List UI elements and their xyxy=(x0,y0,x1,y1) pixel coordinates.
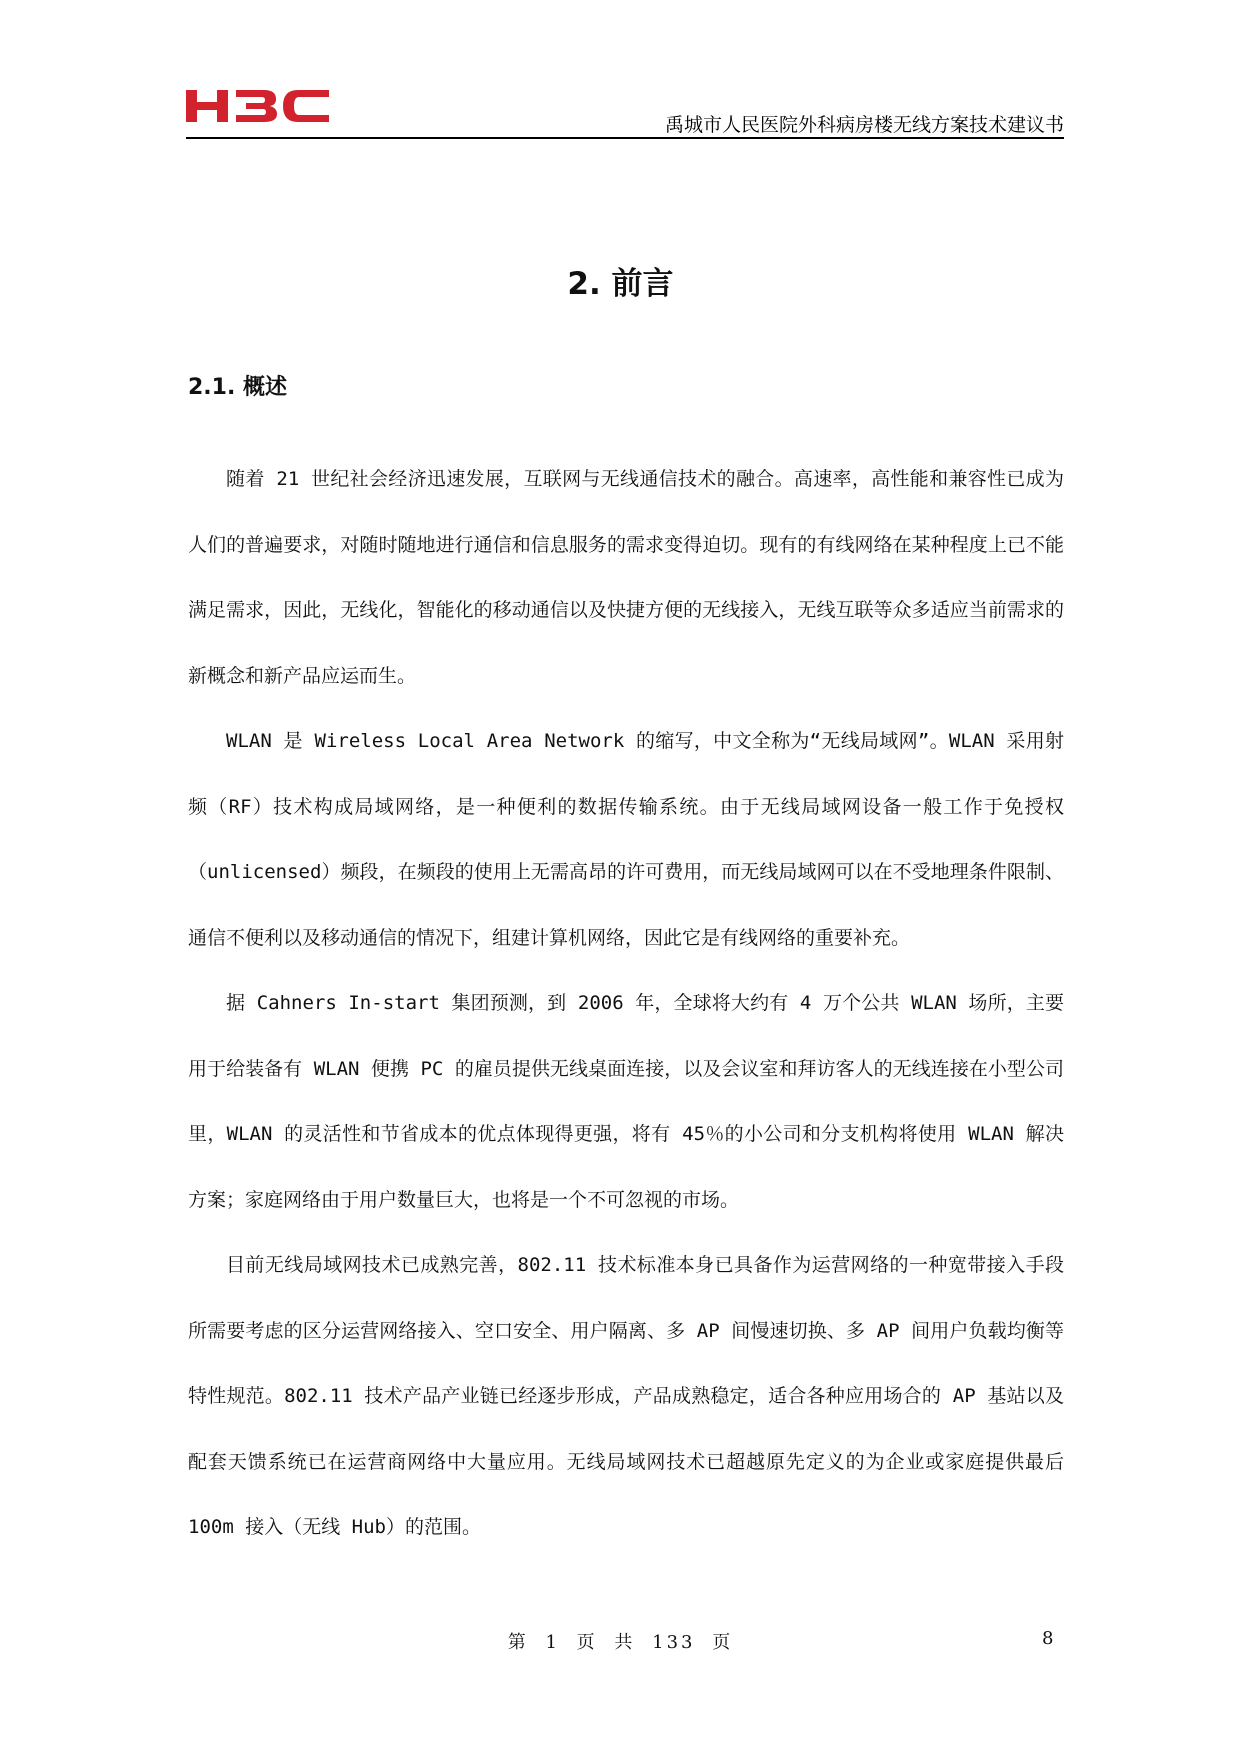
page-number: 8 xyxy=(1042,1628,1054,1649)
header-divider xyxy=(186,137,1064,139)
paragraph: 据 Cahners In-start 集团预测，到 2006 年，全球将大约有 4 万个公共 WLAN 场所，主要用于给装备有 WLAN 便携 PC 的雇员提供无线桌面连接，以及会议室和拜访客人的无线连接在小型公司里，WLAN 的灵活性和节省成本的优点体现得更强，将有 45％的小公司和分支机构将使用 WLAN 解决方案；家庭网络由于用户数量巨大，也将是一个不可忽视的市场。 xyxy=(188,992,1064,1211)
page-count: 第 1 页 共 133 页 xyxy=(507,1632,734,1653)
chapter-title: 2. 前言 xyxy=(567,266,674,302)
paragraph: WLAN 是 Wireless Local Area Network 的缩写，中文全称为“无线局域网”。WLAN 采用射频（RF）技术构成局域网络，是一种便利的数据传输系统。由于无线局域网设备一般工作于免授权（unlicensed）频段，在频段的使用上无需高昂的许可费用，而无线局域网可以在不受地理条件限制、通信不便利以及移动通信的情况下，组建计算机网络，因此它是有线网络的重要补充。 xyxy=(188,730,1064,949)
h3c-logo-icon xyxy=(186,86,331,128)
section-title: 2.1. 概述 xyxy=(188,375,287,400)
body-text xyxy=(188,447,1064,1561)
paragraph: 目前无线局域网技术已成熟完善，802.11 技术标准本身已具备作为运营网络的一种宽带接入手段所需要考虑的区分运营网络接入、空口安全、用户隔离、多 AP 间慢速切换、多 AP 间用户负载均衡等特性规范。802.11 技术产品产业链已经逐步形成，产品成熟稳定，适合各种应用场合的 AP 基站以及配套天馈系统已在运营商网络中大量应用。无线局域网技术已超越原先定义的为企业或家庭提供最后 100m 接入（无线 Hub）的范围。 xyxy=(188,1254,1064,1538)
document-title: 禹城市人民医院外科病房楼无线方案技术建议书 xyxy=(664,114,1064,136)
h3c-logo xyxy=(186,86,331,132)
page-header xyxy=(186,86,1064,140)
paragraph: 随着 21 世纪社会经济迅速发展，互联网与无线通信技术的融合。高速率，高性能和兼容性已成为人们的普遍要求，对随时随地进行通信和信息服务的需求变得迫切。现有的有线网络在某种程度上已不能满足需求，因此，无线化，智能化的移动通信以及快捷方便的无线接入，无线互联等众多适应当前需求的新概念和新产品应运而生。 xyxy=(188,468,1064,687)
